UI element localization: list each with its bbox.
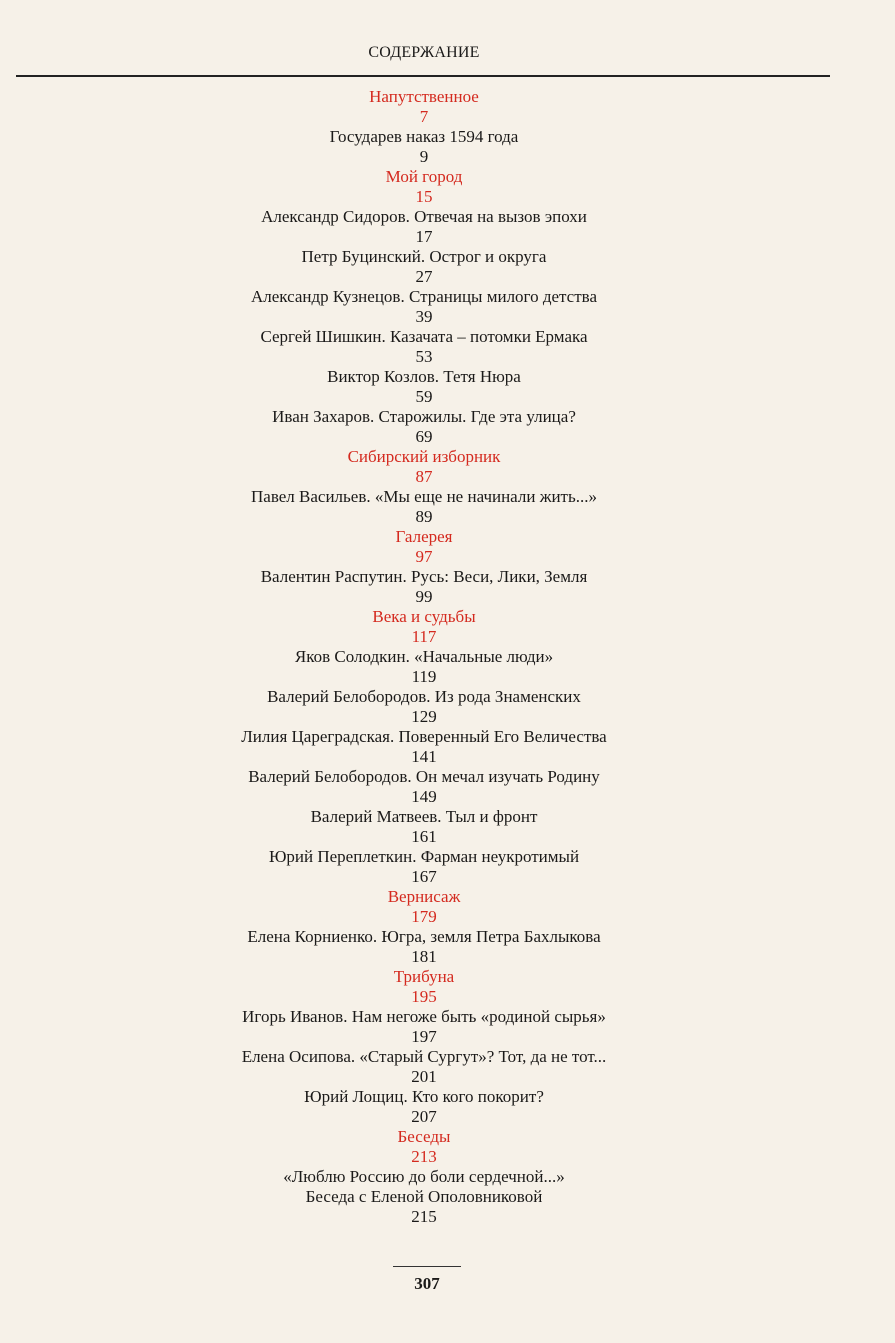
toc-entry-title: Яков Солодкин. «Начальные люди» bbox=[294, 647, 554, 666]
toc-entry-title: Валерий Белобородов. Из рода Знаменских bbox=[267, 687, 581, 706]
toc-entry-title: «Люблю Россию до боли сердечной...» bbox=[283, 1167, 565, 1186]
toc-section-title: Трибуна bbox=[393, 967, 455, 986]
table-of-contents bbox=[0, 87, 848, 1227]
toc-entry-title: Сергей Шишкин. Казачата – потомки Ермака bbox=[260, 327, 588, 346]
toc-entry-page: 99 bbox=[415, 587, 433, 606]
toc-entry-title: Виктор Козлов. Тетя Нюра bbox=[327, 367, 521, 386]
toc-entry-page: 129 bbox=[411, 707, 437, 726]
toc-section-title: Сибирский изборник bbox=[347, 447, 501, 466]
toc-section-title: Напутственное bbox=[369, 87, 479, 106]
toc-entry-page: 53 bbox=[415, 347, 433, 366]
toc-section-title: Мой город bbox=[385, 167, 463, 186]
toc-entry-title: Государев наказ 1594 года bbox=[329, 127, 519, 146]
toc-entry-page: 141 bbox=[411, 747, 437, 766]
toc-entry-page: 59 bbox=[415, 387, 433, 406]
toc-section-title: Вернисаж bbox=[387, 887, 461, 906]
toc-entry-title: Юрий Переплеткин. Фарман неукротимый bbox=[268, 847, 580, 866]
toc-entry-subtitle: Беседа с Еленой Ополовниковой bbox=[305, 1187, 543, 1206]
toc-entry-page: 9 bbox=[419, 147, 429, 166]
toc-entry-title: Лилия Цареградская. Поверенный Его Величества bbox=[241, 727, 607, 746]
toc-entry-title: Петр Буцинский. Острог и округа bbox=[301, 247, 547, 266]
toc-section-page: 213 bbox=[411, 1147, 437, 1166]
toc-entry-page: 69 bbox=[415, 427, 433, 446]
toc-entry-title: Валерий Матвеев. Тыл и фронт bbox=[310, 807, 538, 826]
toc-section-page: 15 bbox=[415, 187, 433, 206]
toc-entry-title: Елена Осипова. «Старый Сургут»? Тот, да не тот... bbox=[241, 1047, 607, 1066]
toc-entry-page: 201 bbox=[411, 1067, 437, 1086]
toc-section-page: 195 bbox=[411, 987, 437, 1006]
toc-entry-page: 181 bbox=[411, 947, 437, 966]
page-number: 307 bbox=[414, 1274, 440, 1293]
toc-entry-page: 89 bbox=[415, 507, 433, 526]
toc-section-title: Галерея bbox=[395, 527, 453, 546]
toc-entry-page: 17 bbox=[415, 227, 433, 246]
toc-entry-page: 197 bbox=[411, 1027, 437, 1046]
toc-section-title: Века и судьбы bbox=[372, 607, 476, 626]
toc-entry-page: 207 bbox=[411, 1107, 437, 1126]
toc-entry-title: Елена Корниенко. Югра, земля Петра Бахлыкова bbox=[247, 927, 601, 946]
toc-entry-page: 167 bbox=[411, 867, 437, 886]
toc-entry-title: Александр Сидоров. Отвечая на вызов эпохи bbox=[261, 207, 587, 226]
toc-section-title: Беседы bbox=[397, 1127, 451, 1146]
toc-entry-page: 27 bbox=[415, 267, 433, 286]
toc-entry-page: 215 bbox=[411, 1207, 437, 1226]
toc-entry-page: 119 bbox=[411, 667, 437, 686]
page-header-title: СОДЕРЖАНИЕ bbox=[368, 44, 480, 61]
toc-entry-page: 161 bbox=[411, 827, 437, 846]
toc-entry-title: Валерий Белобородов. Он мечал изучать Родину bbox=[248, 767, 600, 786]
toc-entry-title: Валентин Распутин. Русь: Веси, Лики, Земля bbox=[260, 567, 588, 586]
toc-entry-title: Павел Васильев. «Мы еще не начинали жить...» bbox=[251, 487, 597, 506]
toc-section-page: 97 bbox=[415, 547, 433, 566]
toc-entry-page: 149 bbox=[411, 787, 437, 806]
toc-entry-title: Юрий Лощиц. Кто кого покорит? bbox=[304, 1087, 544, 1106]
toc-section-page: 179 bbox=[411, 907, 437, 926]
toc-section-page: 87 bbox=[415, 467, 433, 486]
toc-entry-title: Александр Кузнецов. Страницы милого детства bbox=[250, 287, 598, 306]
toc-section-page: 117 bbox=[411, 627, 437, 646]
toc-entry-title: Игорь Иванов. Нам негоже быть «родиной сырья» bbox=[242, 1007, 606, 1026]
toc-entry-title: Иван Захаров. Старожилы. Где эта улица? bbox=[272, 407, 576, 426]
header-divider bbox=[16, 75, 830, 77]
toc-entry-page: 39 bbox=[415, 307, 433, 326]
toc-section-page: 7 bbox=[419, 107, 429, 126]
footer-divider bbox=[393, 1266, 461, 1267]
